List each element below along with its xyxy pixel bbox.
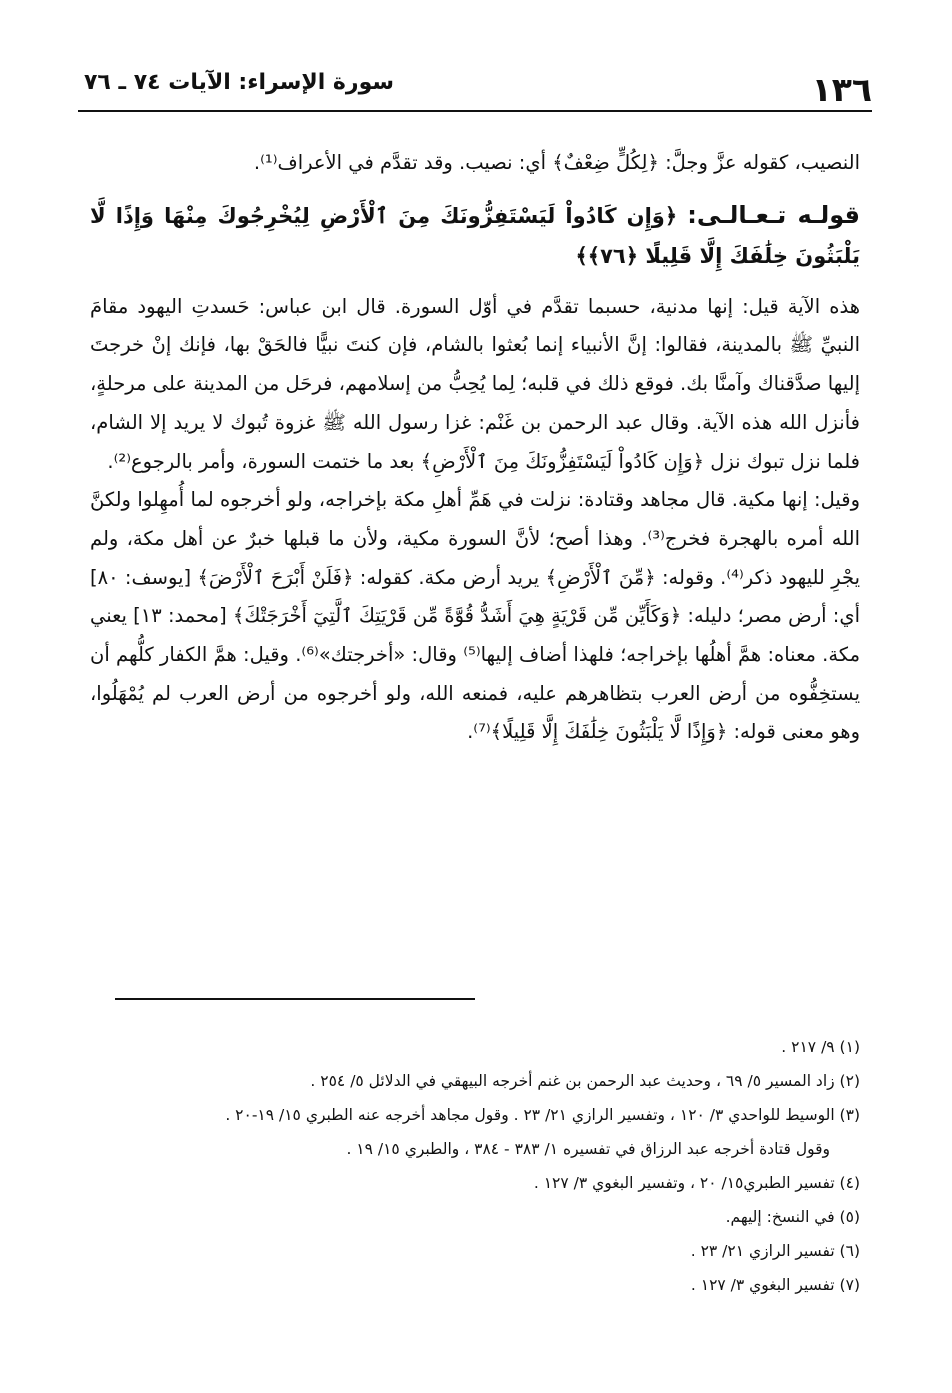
main-text (90, 144, 860, 752)
footnote-5: (٥) في النسخ: إليهم. (725, 1208, 860, 1226)
verse-label: قولـه تـعـالـى: (687, 200, 861, 229)
footnotes (90, 1030, 860, 1302)
footnote-4: (٤) تفسير الطبري١٥/ ٢٠ ، وتفسير البغوي ٣/ ١٢٧ . (533, 1174, 860, 1192)
commentary-paragraph-1: هذه الآية قيل: إنها مدنية، حسبما تقدَّم في أوّل السورة. قال ابن عباس: حَسدتِ اليهود مقامَ النبيِّ ﷺ بالمدينة، فقالوا: إنَّ الأنبياء إنما بُعثوا بالشام، فإن كنتَ نبيًّا فالحَقْ بها، فإنك إنْ خرجتَ إليها صدَّقناك وآمنَّا بك. فوقع ذلك في قلبه؛ لِما يُحِبُّ من إسلامهم، فرحَل من المدينة على مرحلةٍ، فأنزل الله هذه الآية. وقال عبد الرحمن بن غَنْم: غزا رسول الله ﷺ غزوة تُبوك لا يريد إلا الشام، فلما نزل تبوك نزل ﴿وَإِن كَادُواْ لَيَسْتَفِزُّونَكَ مِنَ ٱلْأَرْضِ﴾ بعد ما ختمت السورة، وأمر بالرجوع⁽²⁾. (90, 294, 860, 473)
footnote-divider (115, 998, 475, 1000)
commentary-paragraph-2: وقيل: إنها مكية. قال مجاهد وقتادة: نزلت في هَمِّ أهلِ مكة بإخراجه، ولو أخرجوه لما أُمهِلوا ولكنَّ الله أمره بالهجرة فخرج⁽³⁾. وهذا أصح؛ لأنَّ السورة مكية، ولأن ما قبلها خبرٌ عن أهل مكة، ولم يجْرِ لليهود ذكر⁽⁴⁾. وقوله: ﴿مِّنَ ٱلْأَرْضِ﴾ يريد أرض مكة. كقوله: ﴿فَلَنْ أَبْرَحَ ٱلْأَرْضَ﴾ [يوسف: ٨٠] أي: أرض مصر؛ دليله: ﴿وَكَأَيِّن مِّن قَرْيَةٍ هِيَ أَشَدُّ قُوَّةً مِّن قَرْيَتِكَ ٱلَّتِيٓ أَخْرَجَتْكَ﴾ [محمد: ١٣] يعني مكة. معناه: همَّ أهلُها بإخراجه؛ فلهذا أضاف إليها⁽⁵⁾ وقال: «أخرجتك»⁽⁶⁾. وقيل: همَّ الكفار كلُّهم أن يستخِفُّوه من أرض العرب بتظاهرهم عليه، فمنعه الله، ولو أخرجوه من أرض العرب لم يُمْهَلُوا، وهو معنى قوله: ﴿وَإِذًا لَّا يَلْبَثُونَ خِلَٰفَكَ إِلَّا قَلِيلًا﴾⁽⁷⁾. (90, 488, 861, 744)
header-divider (78, 110, 872, 112)
page-number: ١٣٦ (811, 70, 872, 109)
footnote-1: (١) ٩/ ٢١٧ . (781, 1038, 860, 1056)
footnote-2: (٢) زاد المسير ٥/ ٦٩ ، وحديث عبد الرحمن بن غنم أخرجه البيهقي في الدلائل ٥/ ٢٥٤ . (310, 1072, 860, 1090)
verse-text: ﴿وَإِن كَادُواْ لَيَسْتَفِزُّونَكَ مِنَ ٱلْأَرْضِ لِيُخْرِجُوكَ مِنْهَا وَإِذًا لَّا يَلْبَثُونَ خِلَٰفَكَ إِلَّا قَلِيلًا ﴿٧٦﴾﴾ (90, 203, 860, 268)
page-header (78, 62, 872, 112)
intro-paragraph: النصيب، كقوله عزَّ وجلَّ: ﴿لِكُلٍّ ضِعْفٌ﴾ أي: نصيب. وقد تقدَّم في الأعراف⁽¹⁾. (253, 151, 860, 174)
footnote-3-continued: وقول قتادة أخرجه عبد الرزاق في تفسيره ١/ ٣٨٣ - ٣٨٤ ، والطبري ١٥/ ١٩ . (346, 1140, 830, 1158)
footnote-6: (٦) تفسير الرازي ٢١/ ٢٣ . (690, 1242, 860, 1260)
footnote-7: (٧) تفسير البغوي ٣/ ١٢٧ . (690, 1276, 860, 1294)
verse-block (90, 195, 860, 276)
footnote-3: (٣) الوسيط للواحدي ٣/ ١٢٠ ، وتفسير الرازي ٢١/ ٢٣ . وقول مجاهد أخرجه عنه الطبري ١٥/ ١٩-٢٠ . (225, 1106, 860, 1124)
running-title: سورة الإسراء: الآيات ٧٤ ـ ٧٦ (84, 70, 395, 95)
